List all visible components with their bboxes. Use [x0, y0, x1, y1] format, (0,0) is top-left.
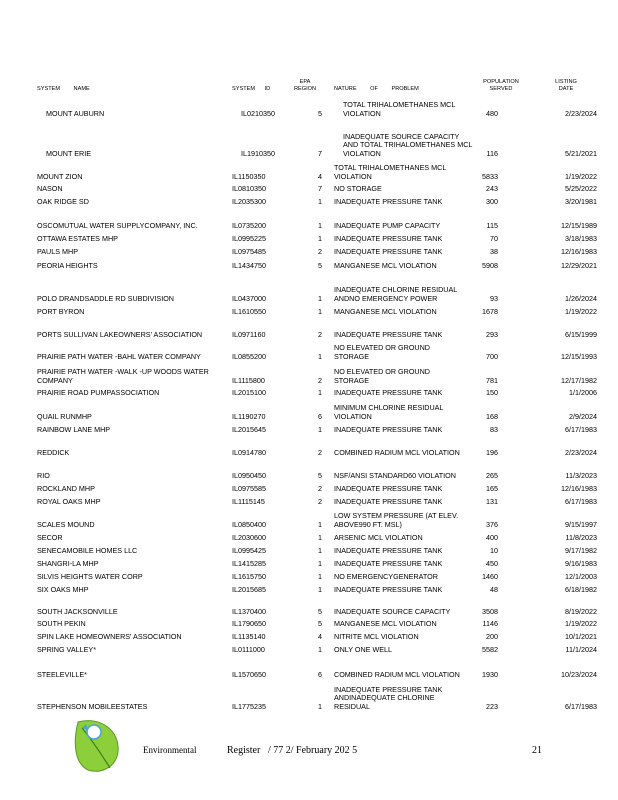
listing-date-cell: 3/20/1981 [565, 196, 597, 206]
nature-of-problem-cell: INADEQUATE PRESSURE TANK [334, 387, 443, 397]
system-id-cell: IL0210350 [241, 108, 275, 118]
system-name-cell: QUAIL RUNMHP [37, 411, 92, 421]
system-id-cell: IL1415285 [232, 558, 266, 568]
population-cell: 5908 [482, 260, 498, 270]
listing-date-cell: 1/19/2022 [565, 618, 597, 628]
epa-region-cell: 5 [318, 618, 322, 628]
population-cell: 150 [486, 387, 498, 397]
listing-date-cell: 6/17/1983 [565, 424, 597, 434]
listing-date-cell: 12/16/1983 [561, 246, 597, 256]
epa-region-cell: 5 [318, 606, 322, 616]
listing-date-cell: 6/17/1983 [565, 701, 597, 711]
nature-of-problem-cell: MINIMUM CHLORINE RESIDUAL VIOLATION [334, 403, 444, 421]
epa-region-cell: 5 [318, 108, 322, 118]
system-name-cell: SOUTH PEKIN [37, 618, 86, 628]
epa-region-cell: 1 [318, 233, 322, 243]
nature-of-problem-cell: NO EMERGENCYGENERATOR [334, 571, 438, 581]
nature-of-problem-cell: TOTAL TRIHALOMETHANES MCL VIOLATION [334, 163, 447, 181]
system-name-cell: SHANGRI-LA MHP [37, 558, 99, 568]
header-listing-date: LISTING DATE [555, 79, 577, 92]
population-cell: 83 [490, 424, 498, 434]
nature-of-problem-cell: NO STORAGE [334, 183, 382, 193]
epa-region-cell: 1 [318, 351, 322, 361]
listing-date-cell: 12/15/1993 [561, 351, 597, 361]
system-name-cell: STEELEVILLE* [37, 669, 87, 679]
population-cell: 168 [486, 411, 498, 421]
system-name-cell: NASON [37, 183, 63, 193]
nature-of-problem-cell: INADEQUATE PRESSURE TANK [334, 329, 443, 339]
system-id-cell: IL1615750 [232, 571, 266, 581]
epa-region-cell: 2 [318, 246, 322, 256]
nature-of-problem-cell: INADEQUATE PRESSURE TANK [334, 558, 443, 568]
system-name-cell: PRAIRIE PATH WATER -WALK -UP WOODS WATER COMPANY [37, 367, 209, 385]
listing-date-cell: 11/1/2024 [565, 644, 597, 654]
epa-region-cell: 1 [318, 532, 322, 542]
listing-date-cell: 11/8/2023 [565, 532, 597, 542]
system-name-cell: MOUNT AUBURN [46, 108, 105, 118]
header-system-id: SYSTEM ID [232, 86, 271, 92]
population-cell: 200 [486, 631, 498, 641]
population-cell: 5833 [482, 171, 498, 181]
population-cell: 3508 [482, 606, 498, 616]
system-id-cell: IL0975585 [232, 483, 266, 493]
system-id-cell: IL0111000 [232, 644, 265, 654]
system-name-cell: PORT BYRON [37, 306, 85, 316]
system-name-cell: PEORIA HEIGHTS [37, 260, 98, 270]
system-id-cell: IL0850400 [232, 519, 266, 529]
nature-of-problem-cell: MANGANESE MCL VIOLATION [334, 618, 437, 628]
listing-date-cell: 6/17/1983 [565, 496, 597, 506]
system-id-cell: IL0995225 [232, 233, 266, 243]
listing-date-cell: 2/9/2024 [569, 411, 597, 421]
nature-of-problem-cell: MANGANESE MCL VIOLATION [334, 306, 437, 316]
system-id-cell: IL0971160 [232, 329, 266, 339]
listing-date-cell: 1/1/2006 [569, 387, 597, 397]
listing-date-cell: 6/18/1982 [565, 584, 597, 594]
population-cell: 1460 [482, 571, 498, 581]
system-id-cell: IL1115145 [232, 496, 265, 506]
epa-region-cell: 1 [318, 644, 322, 654]
epa-region-cell: 2 [318, 329, 322, 339]
system-name-cell: POLO DRANDSADDLE RD SUBDIVISION [37, 293, 174, 303]
footer-page-number: 21 [532, 745, 542, 756]
population-cell: 265 [486, 470, 498, 480]
system-id-cell: IL1115800 [232, 375, 265, 385]
listing-date-cell: 1/19/2022 [565, 171, 597, 181]
population-cell: 223 [486, 701, 498, 711]
system-id-cell: IL1775235 [232, 701, 266, 711]
nature-of-problem-cell: INADEQUATE CHLORINE RESIDUAL ANDNO EMERGENCY POWER [334, 285, 458, 303]
nature-of-problem-cell: TOTAL TRIHALOMETHANES MCL VIOLATION [343, 100, 456, 118]
nature-of-problem-cell: ONLY ONE WELL [334, 644, 393, 654]
nature-of-problem-cell: INADEQUATE PUMP CAPACITY [334, 220, 441, 230]
system-name-cell: OSCOMUTUAL WATER SUPPLYCOMPANY, INC. [37, 220, 198, 230]
population-cell: 1678 [482, 306, 498, 316]
listing-date-cell: 11/3/2023 [565, 470, 597, 480]
epa-region-cell: 1 [318, 584, 322, 594]
listing-date-cell: 2/23/2024 [565, 108, 597, 118]
nature-of-problem-cell: NITRITE MCL VIOLATION [334, 631, 419, 641]
system-id-cell: IL2035300 [232, 196, 266, 206]
listing-date-cell: 9/16/1983 [565, 558, 597, 568]
system-name-cell: MOUNT ERIE [46, 148, 91, 158]
environmental-register-logo [72, 718, 122, 774]
nature-of-problem-cell: INADEQUATE PRESSURE TANK [334, 584, 443, 594]
nature-of-problem-cell: INADEQUATE SOURCE CAPACITY AND TOTAL TRIHALOMETHANES MCL VIOLATION [343, 131, 473, 158]
population-cell: 480 [486, 108, 498, 118]
population-cell: 243 [486, 183, 498, 193]
epa-region-cell: 1 [318, 220, 322, 230]
epa-region-cell: 6 [318, 411, 322, 421]
listing-date-cell: 8/19/2022 [565, 606, 597, 616]
epa-region-cell: 6 [318, 669, 322, 679]
system-id-cell: IL2015645 [232, 424, 266, 434]
epa-region-cell: 1 [318, 424, 322, 434]
system-name-cell: SPRING VALLEY* [37, 644, 96, 654]
population-cell: 116 [486, 148, 498, 158]
system-id-cell: IL1570650 [232, 669, 266, 679]
epa-region-cell: 2 [318, 447, 322, 457]
system-name-cell: OAK RIDGE SD [37, 196, 89, 206]
header-nature-of-problem: NATURE OF PROBLEM [334, 86, 419, 92]
listing-date-cell: 10/23/2024 [561, 669, 597, 679]
system-id-cell: IL2015685 [232, 584, 266, 594]
system-id-cell: IL0437000 [232, 293, 266, 303]
system-id-cell: IL1370400 [232, 606, 266, 616]
population-cell: 93 [490, 293, 498, 303]
population-cell: 165 [486, 483, 498, 493]
system-id-cell: IL1190270 [232, 411, 266, 421]
population-cell: 400 [486, 532, 498, 542]
population-cell: 196 [486, 447, 498, 457]
system-name-cell: REDDICK [37, 447, 70, 457]
listing-date-cell: 9/17/1982 [565, 545, 597, 555]
population-cell: 376 [486, 519, 498, 529]
system-id-cell: IL1790650 [232, 618, 266, 628]
nature-of-problem-cell: INADEQUATE PRESSURE TANK [334, 496, 443, 506]
epa-region-cell: 2 [318, 483, 322, 493]
header-epa-region: EPA REGION [293, 79, 317, 92]
system-name-cell: SIX OAKS MHP [37, 584, 89, 594]
population-cell: 70 [490, 233, 498, 243]
epa-region-cell: 2 [318, 375, 322, 385]
system-name-cell: SILVIS HEIGHTS WATER CORP [37, 571, 143, 581]
epa-region-cell: 1 [318, 387, 322, 397]
system-name-cell: SPIN LAKE HOMEOWNERS' ASSOCIATION [37, 631, 182, 641]
system-id-cell: IL1150350 [232, 171, 266, 181]
nature-of-problem-cell: COMBINED RADIUM MCL VIOLATION [334, 447, 460, 457]
epa-region-cell: 4 [318, 171, 322, 181]
population-cell: 5582 [482, 644, 498, 654]
system-name-cell: PRAIRIE ROAD PUMPASSOCIATION [37, 387, 160, 397]
population-cell: 300 [486, 196, 498, 206]
epa-region-cell: 1 [318, 558, 322, 568]
system-id-cell: IL1910350 [241, 148, 275, 158]
system-name-cell: ROCKLAND MHP [37, 483, 95, 493]
nature-of-problem-cell: INADEQUATE PRESSURE TANK ANDINADEQUATE CHLORINE RESIDUAL [334, 684, 443, 711]
listing-date-cell: 2/23/2024 [565, 447, 597, 457]
header-system-name: SYSTEM NAME [37, 86, 90, 92]
nature-of-problem-cell: NO ELEVATED OR GROUND STORAGE [334, 343, 430, 361]
listing-date-cell: 12/15/1989 [561, 220, 597, 230]
system-name-cell: SENECAMOBILE HOMES LLC [37, 545, 138, 555]
epa-region-cell: 4 [318, 631, 322, 641]
system-name-cell: MOUNT ZION [37, 171, 83, 181]
epa-region-cell: 7 [318, 183, 322, 193]
population-cell: 700 [486, 351, 498, 361]
population-cell: 1930 [482, 669, 498, 679]
population-cell: 781 [486, 375, 498, 385]
footer-issue-date: / 77 2/ February 202 5 [268, 745, 358, 756]
population-cell: 450 [486, 558, 498, 568]
system-name-cell: ROYAL OAKS MHP [37, 496, 101, 506]
listing-date-cell: 12/29/2021 [561, 260, 597, 270]
epa-region-cell: 1 [318, 571, 322, 581]
system-id-cell: IL0950450 [232, 470, 266, 480]
system-id-cell: IL1434750 [232, 260, 266, 270]
nature-of-problem-cell: NO ELEVATED OR GROUND STORAGE [334, 367, 430, 385]
system-name-cell: RAINBOW LANE MHP [37, 424, 111, 434]
listing-date-cell: 1/19/2022 [565, 306, 597, 316]
population-cell: 131 [486, 496, 498, 506]
listing-date-cell: 6/15/1999 [565, 329, 597, 339]
population-cell: 38 [490, 246, 498, 256]
listing-date-cell: 12/16/1983 [561, 483, 597, 493]
nature-of-problem-cell: INADEQUATE PRESSURE TANK [334, 233, 443, 243]
listing-date-cell: 9/15/1997 [565, 519, 597, 529]
system-name-cell: RIO [37, 470, 50, 480]
population-cell: 293 [486, 329, 498, 339]
epa-region-cell: 1 [318, 306, 322, 316]
footer-register: Register [227, 745, 261, 756]
system-id-cell: IL0735200 [232, 220, 266, 230]
epa-region-cell: 1 [318, 293, 322, 303]
nature-of-problem-cell: INADEQUATE PRESSURE TANK [334, 424, 443, 434]
listing-date-cell: 12/17/1982 [561, 375, 597, 385]
population-cell: 10 [490, 545, 498, 555]
population-cell: 115 [486, 220, 498, 230]
nature-of-problem-cell: LOW SYSTEM PRESSURE (AT ELEV. ABOVE990 FT. MSL) [334, 511, 459, 529]
system-id-cell: IL1135140 [232, 631, 266, 641]
nature-of-problem-cell: ARSENIC MCL VIOLATION [334, 532, 423, 542]
epa-region-cell: 1 [318, 196, 322, 206]
system-name-cell: PRAIRIE PATH WATER -BAHL WATER COMPANY [37, 351, 201, 361]
epa-region-cell: 1 [318, 701, 322, 711]
listing-date-cell: 12/1/2003 [565, 571, 597, 581]
system-id-cell: IL0995425 [232, 545, 266, 555]
epa-region-cell: 2 [318, 496, 322, 506]
nature-of-problem-cell: INADEQUATE PRESSURE TANK [334, 545, 443, 555]
system-name-cell: OTTAWA ESTATES MHP [37, 233, 118, 243]
population-cell: 48 [490, 584, 498, 594]
system-id-cell: IL2030600 [232, 532, 266, 542]
nature-of-problem-cell: INADEQUATE SOURCE CAPACITY [334, 606, 451, 616]
listing-date-cell: 1/26/2024 [565, 293, 597, 303]
system-name-cell: SECOR [37, 532, 63, 542]
nature-of-problem-cell: INADEQUATE PRESSURE TANK [334, 246, 443, 256]
listing-date-cell: 10/1/2021 [565, 631, 597, 641]
population-cell: 1146 [482, 618, 498, 628]
system-name-cell: PORTS SULLIVAN LAKEOWNERS' ASSOCIATION [37, 329, 203, 339]
system-name-cell: PAULS MHP [37, 246, 79, 256]
system-id-cell: IL0810350 [232, 183, 266, 193]
nature-of-problem-cell: COMBINED RADIUM MCL VIOLATION [334, 669, 460, 679]
system-id-cell: IL1610550 [232, 306, 266, 316]
system-name-cell: STEPHENSON MOBILEESTATES [37, 701, 148, 711]
system-id-cell: IL0914780 [232, 447, 266, 457]
epa-region-cell: 5 [318, 470, 322, 480]
nature-of-problem-cell: MANGANESE MCL VIOLATION [334, 260, 437, 270]
epa-region-cell: 1 [318, 519, 322, 529]
listing-date-cell: 5/25/2022 [565, 183, 597, 193]
nature-of-problem-cell: INADEQUATE PRESSURE TANK [334, 196, 443, 206]
epa-region-cell: 5 [318, 260, 322, 270]
listing-date-cell: 3/18/1983 [565, 233, 597, 243]
header-population-served: POPULATION SERVED [483, 79, 519, 92]
nature-of-problem-cell: NSF/ANSI STANDARD60 VIOLATION [334, 470, 456, 480]
listing-date-cell: 5/21/2021 [565, 148, 597, 158]
footer-publication: Environmental [143, 745, 197, 755]
system-name-cell: SOUTH JACKSONVILLE [37, 606, 118, 616]
system-id-cell: IL0975485 [232, 246, 266, 256]
epa-region-cell: 1 [318, 545, 322, 555]
system-name-cell: SCALES MOUND [37, 519, 95, 529]
epa-region-cell: 7 [318, 148, 322, 158]
system-id-cell: IL2015100 [232, 387, 266, 397]
nature-of-problem-cell: INADEQUATE PRESSURE TANK [334, 483, 443, 493]
system-id-cell: IL0855200 [232, 351, 266, 361]
